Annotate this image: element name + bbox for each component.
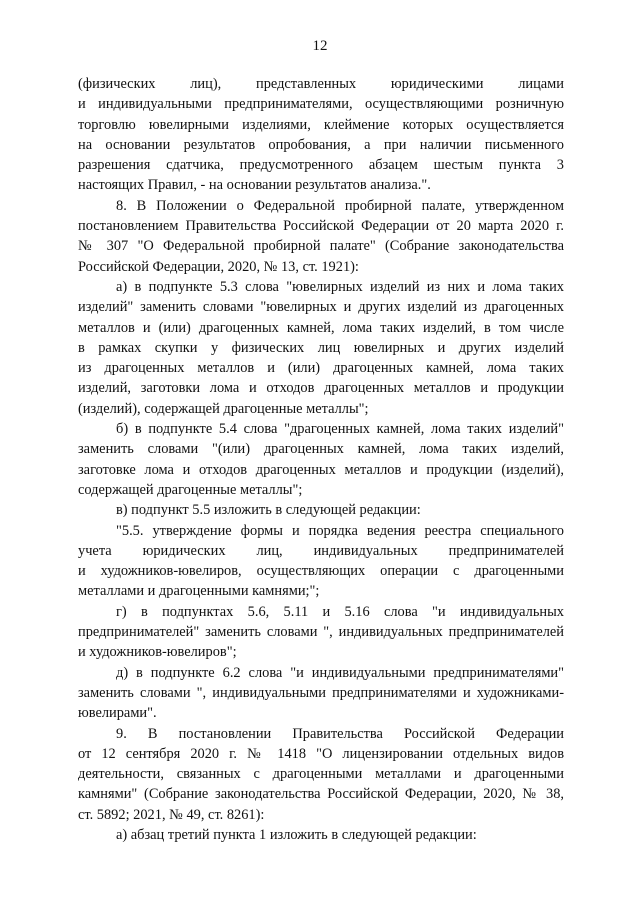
text-line: и индивидуальными предпринимателями, осуществляющими розничную <box>78 96 564 113</box>
text-line: д) в подпункте 6.2 слова "и индивидуальными предпринимателями" <box>116 664 564 681</box>
text-line: ювелирами". <box>78 705 157 722</box>
text-line: торговлю ювелирными изделиями, клеймение которых осуществляется <box>78 116 564 133</box>
text-line: в рамках скупки у физических лиц ювелирных и других изделий <box>78 339 564 356</box>
text-line: № 307 "О Федеральной пробирной палате" (Собрание законодательства <box>78 238 564 255</box>
text-line: а) абзац третий пункта 1 изложить в следующей редакции: <box>116 826 477 843</box>
text-line: металлами и драгоценными камнями;"; <box>78 583 320 600</box>
text-line: предпринимателей" заменить словами ", индивидуальных предпринимателей <box>78 624 564 641</box>
text-line: 9. В постановлении Правительства Российской Федерации <box>116 725 564 742</box>
document-body <box>78 74 564 845</box>
text-line: постановлением Правительства Российской Федерации от 20 марта 2020 г. <box>78 218 564 235</box>
text-line: содержащей драгоценные металлы"; <box>78 481 303 498</box>
text-line: г) в подпунктах 5.6, 5.11 и 5.16 слова "и индивидуальных <box>116 603 564 620</box>
text-line: "5.5. утверждение формы и порядка ведения реестра специального <box>116 522 564 539</box>
text-line: заменить словами ", индивидуальными предпринимателями и художниками- <box>78 684 564 701</box>
text-line: (физических лиц), представленных юридическими лицами <box>78 76 564 92</box>
text-line: Российской Федерации, 2020, № 13, ст. 1921): <box>78 258 359 275</box>
text-line: изделий" заменить словами "ювелирных и других изделий из драгоценных <box>78 299 564 316</box>
text-line: (изделий), содержащей драгоценные металлы"; <box>78 400 369 417</box>
text-line: камнями" (Собрание законодательства Российской Федерации, 2020, № 38, <box>78 786 564 803</box>
text-line: б) в подпункте 5.4 слова "драгоценных камней, лома таких изделий" <box>116 421 564 438</box>
text-line: и художников-ювелиров"; <box>78 644 237 661</box>
page-number: 12 <box>312 38 328 54</box>
text-line: на основании результатов опробования, а при наличии письменного <box>78 136 564 153</box>
text-line: разрешения сдатчика, предусмотренного абзацем шестым пункта 3 <box>78 157 564 174</box>
text-line: в) подпункт 5.5 изложить в следующей редакции: <box>116 502 421 519</box>
text-line: металлов и (или) драгоценных камней, лома таких изделий, в том числе <box>78 319 564 336</box>
text-line: из драгоценных металлов и (или) драгоценных камней, лома таких <box>78 360 564 377</box>
text-line: и художников-ювелиров, осуществляющих операции с драгоценными <box>78 563 564 580</box>
text-line: а) в подпункте 5.3 слова "ювелирных изделий из них и лома таких <box>116 278 564 295</box>
text-line: учета юридических лиц, индивидуальных предпринимателей <box>78 542 564 559</box>
text-line: заготовке лома и отходов драгоценных металлов и продукции (изделий), <box>78 461 564 478</box>
text-line: от 12 сентября 2020 г. № 1418 "О лицензировании отдельных видов <box>78 745 564 762</box>
text-line: изделий, заготовки лома и отходов драгоценных металлов и продукции <box>78 380 564 397</box>
text-line: настоящих Правил, - на основании результатов анализа.". <box>78 177 431 194</box>
text-line: ст. 5892; 2021, № 49, ст. 8261): <box>78 806 265 823</box>
text-line: заменить словами "(или) драгоценных камней, лома таких изделий, <box>78 441 564 458</box>
text-line: деятельности, связанных с драгоценными металлами и драгоценными <box>78 766 564 783</box>
text-line: 8. В Положении о Федеральной пробирной палате, утвержденном <box>116 197 564 214</box>
